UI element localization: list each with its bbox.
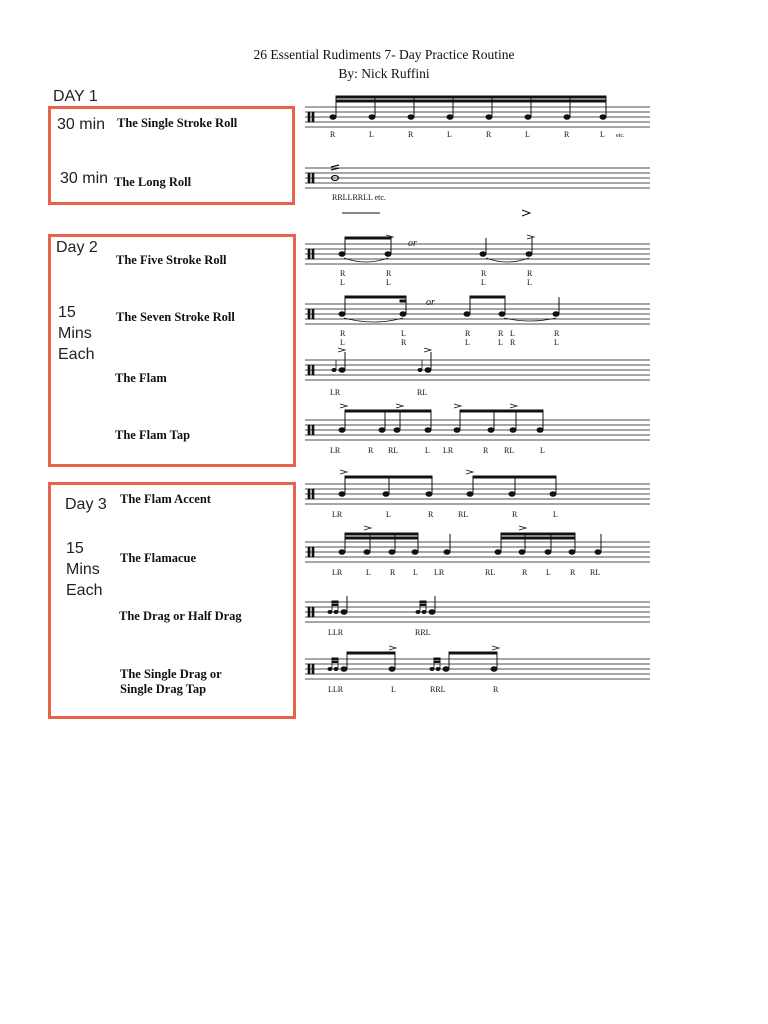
svg-text:RL: RL	[458, 510, 469, 519]
rudiment-flam-accent: The Flam Accent	[120, 492, 211, 506]
svg-text:RL: RL	[417, 388, 428, 397]
svg-text:L: L	[553, 510, 558, 519]
svg-text:R: R	[522, 568, 528, 577]
rudiment-seven-stroke-roll: The Seven Stroke Roll	[116, 310, 235, 324]
svg-text:L: L	[481, 278, 486, 287]
svg-text:L: L	[369, 130, 374, 139]
svg-text:L: L	[391, 685, 396, 694]
rudiment-flam-tap: The Flam Tap	[115, 428, 191, 442]
svg-text:L: L	[498, 338, 503, 347]
accent-marks	[340, 208, 540, 218]
svg-text:LLR: LLR	[328, 685, 344, 694]
svg-text:LLR: LLR	[328, 628, 344, 637]
svg-text:L: L	[447, 130, 452, 139]
svg-text:R: R	[510, 338, 516, 347]
svg-text:RL: RL	[504, 446, 515, 455]
notation-seven-stroke-roll	[300, 288, 660, 350]
page-title: 26 Essential Rudiments 7- Day Practice Routine	[253, 47, 515, 62]
notation-flam-tap	[300, 402, 660, 458]
svg-text:L: L	[386, 278, 391, 287]
day3-time: 15 Mins Each	[66, 540, 103, 599]
notation-single-stroke-roll	[300, 95, 660, 150]
svg-text:R: R	[340, 329, 346, 338]
svg-text:R: R	[340, 269, 346, 278]
svg-text:L: L	[600, 130, 605, 139]
svg-text:R: R	[386, 269, 392, 278]
svg-text:LR: LR	[434, 568, 445, 577]
rudiment-flam: The Flam	[115, 371, 167, 385]
notation-single-drag	[300, 645, 660, 700]
rudiment-flamacue: The Flamacue	[120, 551, 197, 565]
svg-text:R: R	[570, 568, 576, 577]
svg-text:R: R	[330, 130, 336, 139]
day1-time-2: 30 min	[60, 170, 109, 187]
svg-text:etc.: etc.	[616, 133, 625, 139]
svg-text:LR: LR	[332, 510, 343, 519]
page-author: By: Nick Ruffini	[338, 66, 430, 81]
svg-text:RL: RL	[590, 568, 601, 577]
svg-text:LR: LR	[443, 446, 454, 455]
svg-text:L: L	[401, 329, 406, 338]
svg-text:R: R	[428, 510, 434, 519]
svg-text:L: L	[413, 568, 418, 577]
notation-flamacue	[300, 524, 660, 580]
svg-text:RRL: RRL	[430, 685, 446, 694]
svg-text:R: R	[527, 269, 533, 278]
svg-text:RRLLRRLL etc.: RRLLRRLL etc.	[332, 193, 386, 202]
svg-text:LR: LR	[330, 388, 341, 397]
svg-text:R: R	[481, 269, 487, 278]
svg-text:RRL: RRL	[415, 628, 431, 637]
svg-text:L: L	[554, 338, 559, 347]
notation-long-roll	[300, 160, 660, 205]
svg-text:L: L	[546, 568, 551, 577]
rudiment-five-stroke-roll: The Five Stroke Roll	[116, 253, 227, 267]
svg-text:LR: LR	[332, 568, 343, 577]
svg-text:R: R	[390, 568, 396, 577]
svg-text:RL: RL	[388, 446, 399, 455]
day3-label: Day 3	[65, 496, 107, 513]
rudiment-drag: The Drag or Half Drag	[119, 609, 242, 623]
rudiment-single-stroke-roll: The Single Stroke Roll	[117, 116, 238, 130]
svg-text:R: R	[564, 130, 570, 139]
svg-text:R: R	[512, 510, 518, 519]
svg-text:L: L	[366, 568, 371, 577]
svg-text:L: L	[386, 510, 391, 519]
notation-flam-accent	[300, 468, 660, 524]
svg-text:RL: RL	[485, 568, 496, 577]
svg-text:R: R	[498, 329, 504, 338]
svg-text:R: R	[465, 329, 471, 338]
rudiment-single-drag: The Single Drag or Single Drag Tap	[120, 667, 222, 696]
day2-time: 15 Mins Each	[58, 304, 95, 363]
notation-flam	[300, 346, 660, 401]
svg-text:L: L	[425, 446, 430, 455]
svg-text:L: L	[510, 329, 515, 338]
svg-text:L: L	[540, 446, 545, 455]
svg-text:L: L	[527, 278, 532, 287]
day1-label: DAY 1	[53, 88, 98, 105]
notation-drag	[300, 590, 660, 640]
svg-text:R: R	[408, 130, 414, 139]
svg-text:R: R	[554, 329, 560, 338]
svg-text:L: L	[525, 130, 530, 139]
svg-text:or: or	[426, 297, 435, 308]
svg-text:R: R	[368, 446, 374, 455]
svg-text:R: R	[486, 130, 492, 139]
day2-label: Day 2	[56, 239, 98, 256]
svg-text:R: R	[401, 338, 407, 347]
svg-text:L: L	[465, 338, 470, 347]
day1-time-1: 30 min	[57, 116, 106, 133]
notation-five-stroke-roll	[300, 230, 660, 290]
svg-text:or: or	[408, 238, 417, 249]
svg-text:LR: LR	[330, 446, 341, 455]
rudiment-long-roll: The Long Roll	[114, 175, 192, 189]
svg-text:R: R	[483, 446, 489, 455]
svg-text:L: L	[340, 338, 345, 347]
svg-text:L: L	[340, 278, 345, 287]
svg-text:R: R	[493, 685, 499, 694]
